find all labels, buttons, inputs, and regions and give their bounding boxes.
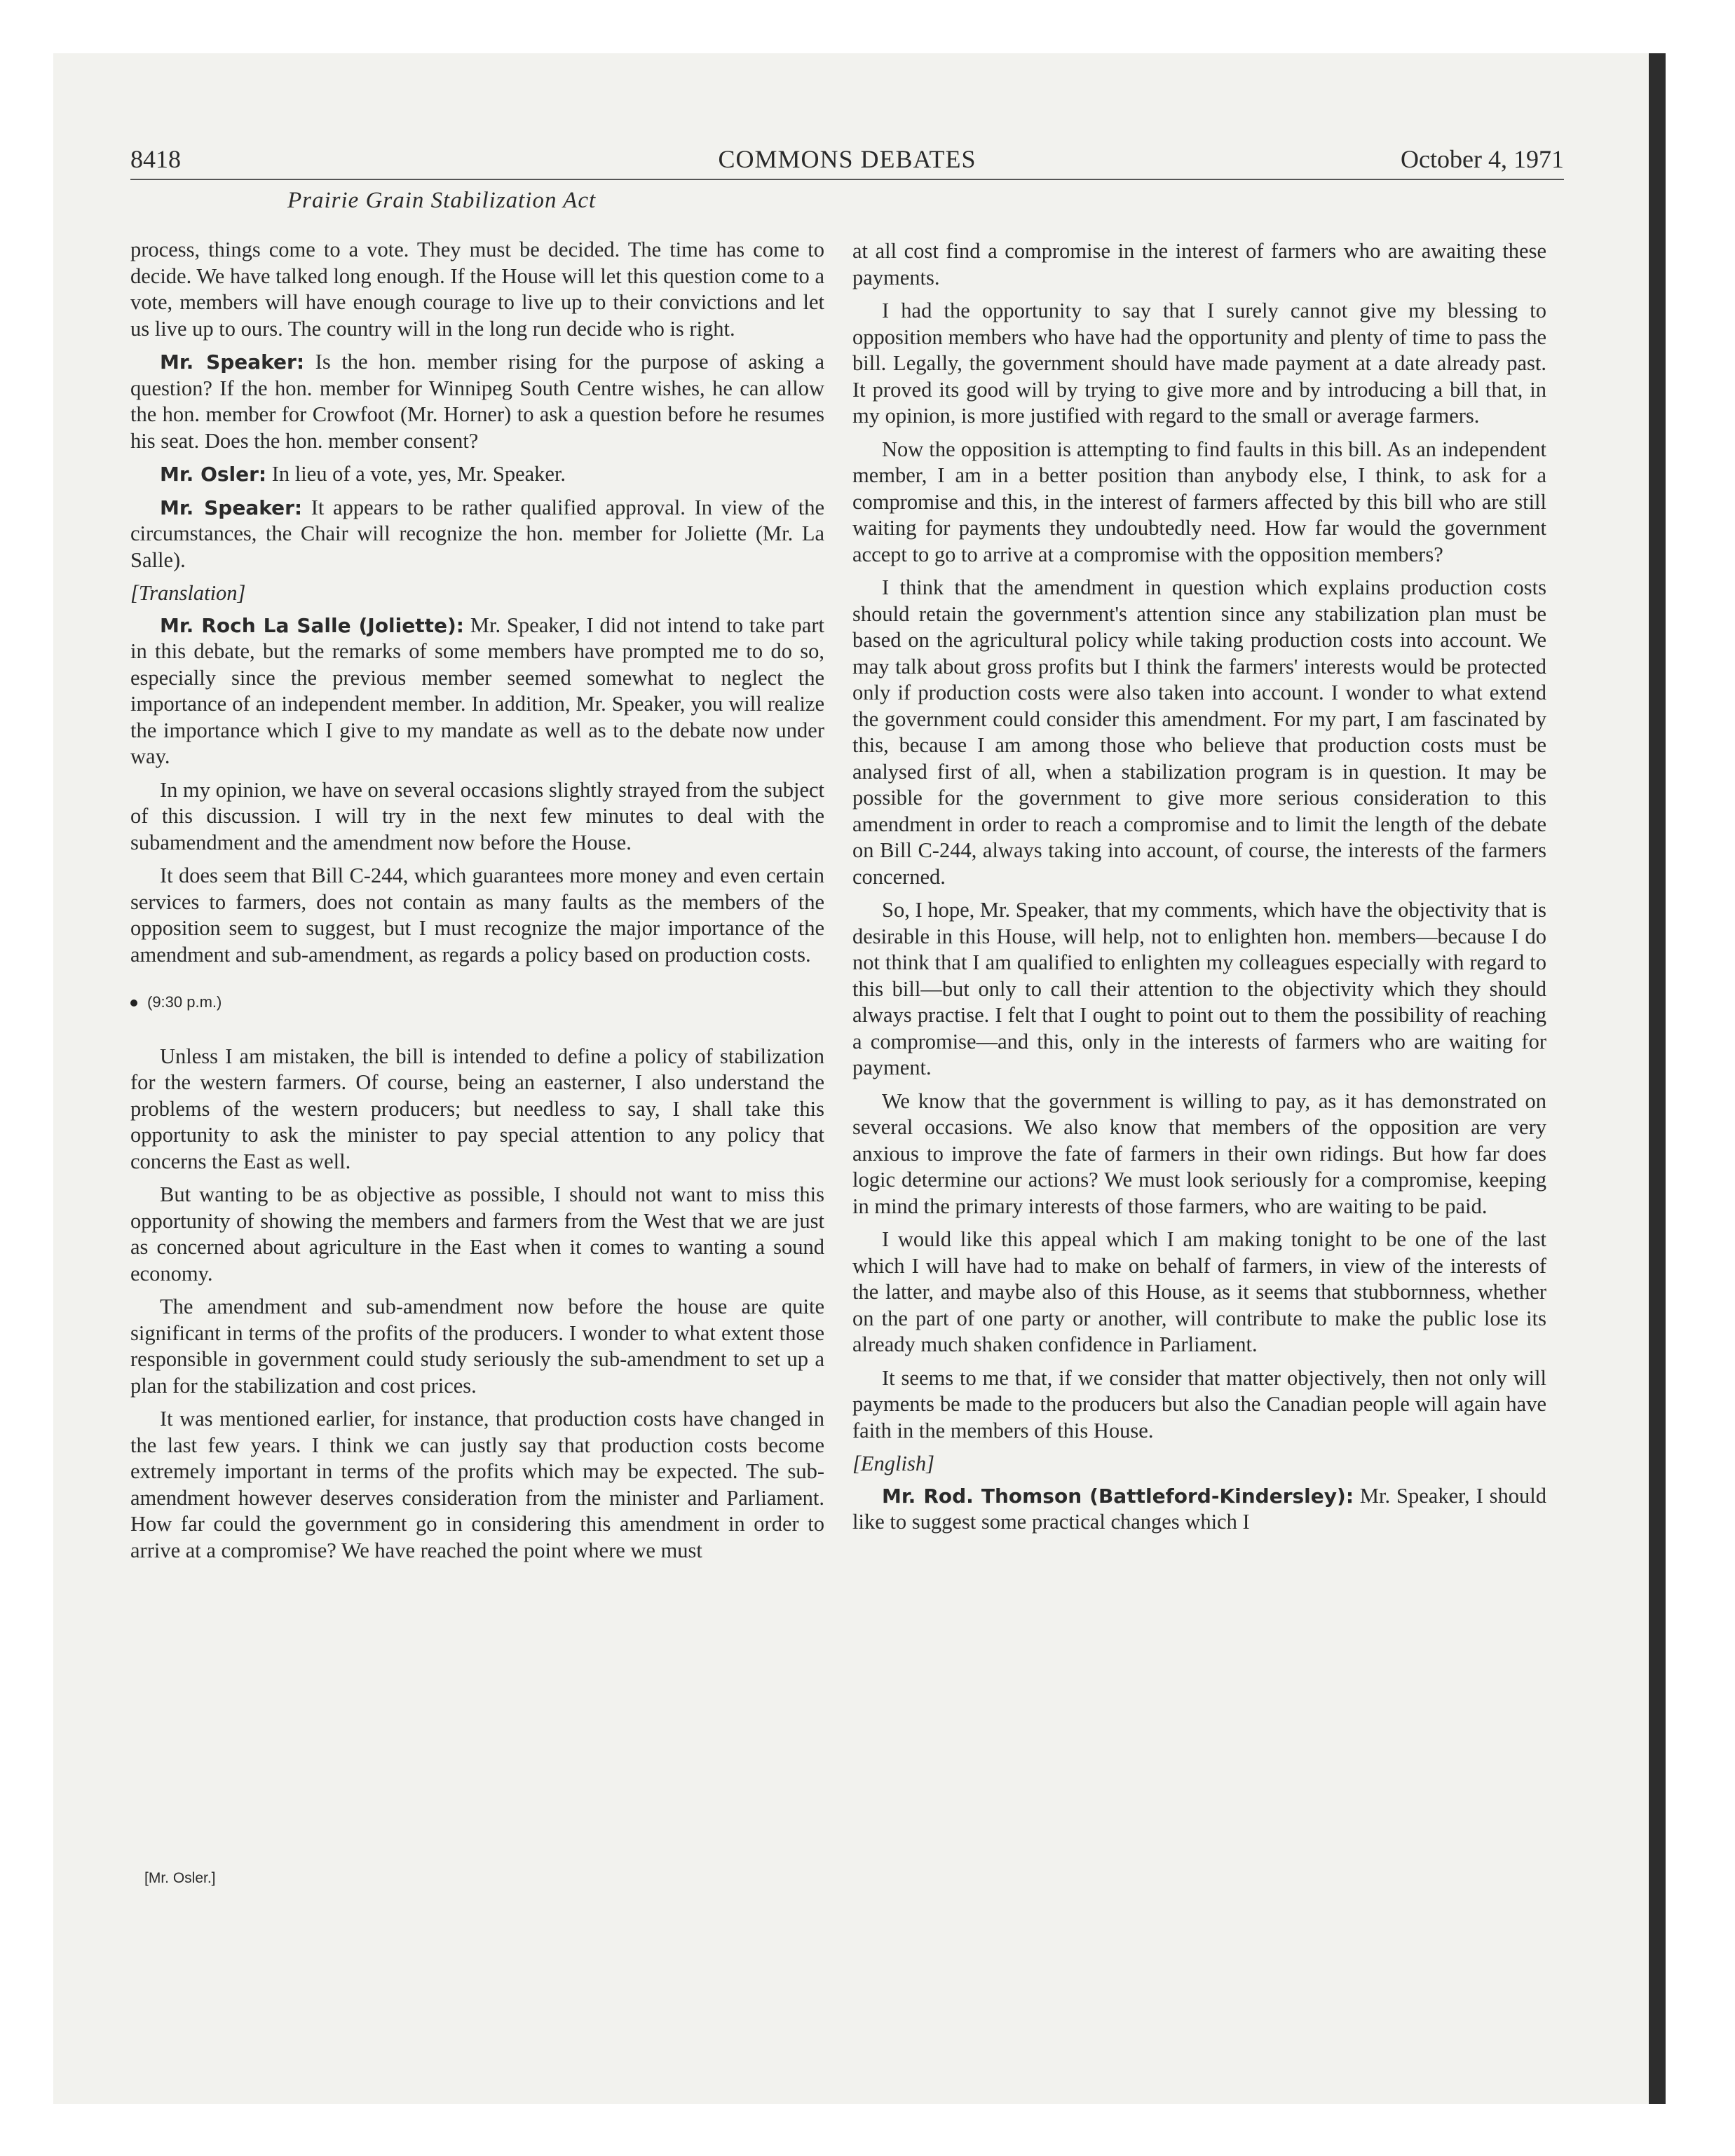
- bullet-icon: [130, 999, 137, 1007]
- paragraph: at all cost find a compromise in the interest of farmers who are awaiting these payments.: [852, 239, 1546, 289]
- paragraph: Mr. Rod. Thomson (Battleford-Kindersley): Mr. Speaker, I should like to suggest some practical changes which I: [852, 1483, 1546, 1534]
- paragraph: It seems to me that, if we consider that matter objectively, then not only will payments be made to the producers but also the Canadian people will again have faith in the members of this House.: [852, 1365, 1546, 1442]
- paragraph: So, I hope, Mr. Speaker, that my comments, which have the objectivity that is desirable in this House, will help, not to enlighten hon. members—because I do not think that I am qualified to enlighten my colleagues especially with regard to this bill—but only to call their attention to the objectivity which they should always practise. I felt that I ought to point out to them the possibility of reaching a compromise—and this, only in the interests of farmers who are waiting for payment.: [852, 898, 1546, 1079]
- binding-edge: [1649, 53, 1666, 2104]
- time-stamp: (9:30 p.m.): [130, 989, 824, 1016]
- paragraph: I think that the amendment in question which explains production costs should retain the government's attention since any stabilization plan must be based on the agricultural policy while taking production costs into account. We may talk about gross profits but I think the farmers' interests would be protected only if production costs were also taken into account. I wonder to what extend the government could consider this amendment. For my part, I am fascinated by this, because I am among those who believe that production costs must be analysed first of all, when a stabilization program is in question. It may be possible for the government to give more serious consideration to this amendment in order to reach a compromise and to limit the length of the debate on Bill C-244, always taking into account, of course, the interests of the farmers concerned.: [852, 575, 1546, 889]
- paragraph: process, things come to a vote. They must be decided. The time has come to decide. We have talked long enough. If the House will let this question come to a vote, members will have enough courage to live up to their convictions and let us live up to ours. The country will in the long run decide who is right.: [130, 238, 824, 341]
- publication-title: COMMONS DEBATES: [718, 145, 977, 173]
- paragraph: In my opinion, we have on several occasions slightly strayed from the subject of this discussion. I will try in the next few minutes to deal with the subamendment and the amendment now before the House.: [130, 777, 824, 854]
- speaker-name: Mr. Speaker:: [160, 350, 305, 374]
- paragraph: Mr. Speaker: Is the hon. member rising for the purpose of asking a question? If the hon. member for Winnipeg South Centre wishes, he can allow the hon. member for Crowfoot (Mr. Horner) to ask a question before he resumes his seat. Does the hon. member consent?: [130, 350, 824, 453]
- publication-date: October 4, 1971: [1401, 145, 1564, 173]
- right-column: [852, 238, 1546, 1543]
- left-column: [130, 237, 824, 1571]
- paragraph: The amendment and sub-amendment now before the house are quite significant in terms of the profits of the producers. I wonder to what extent those responsible in government could study seriously the sub-amendment to set up a plan for the stabilization and cost prices.: [130, 1295, 824, 1398]
- paragraph: We know that the government is willing to pay, as it has demonstrated on several occasions. We also know that members of the opposition are very anxious to improve the fate of farmers in their own ridings. But how far does logic determine our actions? We must look seriously for a compromise, keeping in mind the primary interests of those farmers, who are waiting to be paid.: [852, 1089, 1546, 1218]
- paragraph: Mr. Speaker: It appears to be rather qualified approval. In view of the circumstances, the Chair will recognize the hon. member for Joliette (Mr. La Salle).: [130, 495, 824, 572]
- running-header: [130, 144, 1564, 180]
- footnote: [Mr. Osler.]: [144, 1870, 216, 1886]
- paragraph: But wanting to be as objective as possible, I should not want to miss this opportunity of showing the members and farmers from the West that we are just as concerned about agriculture in the East when it comes to wanting a sound economy.: [130, 1182, 824, 1285]
- section-subheading: Prairie Grain Stabilization Act: [287, 188, 597, 213]
- paragraph: I had the opportunity to say that I surely cannot give my blessing to opposition members who have had the opportunity and plenty of time to pass the bill. Legally, the government should have made payment at a date already past. It proved its good will by trying to give more and by introducing a bill that, in my opinion, is more justified with regard to the small or average farmers.: [852, 299, 1546, 428]
- paragraph: Now the opposition is attempting to find faults in this bill. As an independent member, I am in a better position than anybody else, I think, to ask for a compromise and this, in the interest of farmers affected by this bill who are still waiting for payments they undoubtedly need. How far would the government accept to go to arrive at a compromise with the opposition members?: [852, 437, 1546, 566]
- english-marker: [English]: [852, 1452, 934, 1475]
- speaker-name: Mr. Speaker:: [160, 496, 303, 519]
- paragraph: It was mentioned earlier, for instance, that production costs have changed in the last few years. I think we can justly say that production costs become extremely important in terms of the profits which may be expected. The sub-amendment however deserves consideration from the minister and Parliament. How far could the government go in considering this amendment in order to arrive at a compromise? We have reached the point where we must: [130, 1407, 824, 1562]
- translation-marker: [Translation]: [130, 581, 246, 605]
- paragraph: Mr. Osler: In lieu of a vote, yes, Mr. Speaker.: [160, 462, 566, 486]
- paragraph: It does seem that Bill C-244, which guarantees more money and even certain services to farmers, does not contain as many faults as the members of the opposition seem to suggest, but I must recognize the major importance of the amendment and sub-amendment, as regards a policy based on production costs.: [130, 864, 824, 967]
- speaker-name: Mr. Rod. Thomson (Battleford-Kindersley):: [882, 1484, 1354, 1508]
- speaker-name: Mr. Osler:: [160, 463, 267, 486]
- speaker-name: Mr. Roch La Salle (Joliette):: [160, 613, 465, 637]
- paragraph: Mr. Roch La Salle (Joliette): Mr. Speaker, I did not intend to take part in this debate, but the remarks of some members have prompted me to do so, especially since the previous member seemed somewhat to neglect the importance of an independent member. In addition, Mr. Speaker, you will realize the importance which I give to my mandate as well as to the debate now under way.: [130, 613, 825, 768]
- paragraph: Unless I am mistaken, the bill is intended to define a policy of stabilization for the western farmers. Of course, being an easterner, I also understand the problems of the western producers; but needless to say, I shall take this opportunity to ask the minister to pay special attention to any policy that concerns the East as well.: [130, 1044, 824, 1173]
- page-number: 8418: [130, 145, 181, 173]
- paragraph: I would like this appeal which I am making tonight to be one of the last which I will have had to make on behalf of farmers, in view of the interests of the latter, and maybe also of this House, as it seems that stubbornness, whether on the part of one party or another, will contribute to make the public lose its already much shaken confidence in Parliament.: [852, 1227, 1546, 1356]
